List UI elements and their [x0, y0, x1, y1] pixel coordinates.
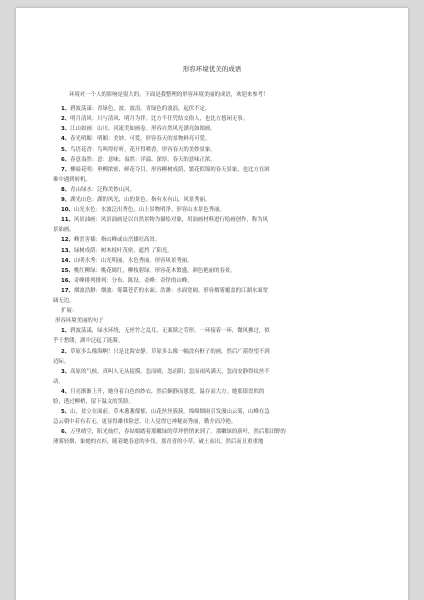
item-number: 12、 [61, 237, 74, 244]
item-text: 碧波荡漾，绿水环绕，无丝竹之乱耳，无案牍之劳形。一环接着一环，微风拂过，似 [70, 328, 270, 335]
idiom-item [61, 287, 268, 295]
idiom-item [61, 156, 216, 164]
item-text: 湖光山色：湖的风光，山的景色。指有水有山，风景秀丽。 [70, 197, 211, 203]
item-number: 13、 [61, 247, 74, 254]
item-number: 8、 [61, 186, 71, 193]
item-number: 4、 [61, 388, 71, 395]
section-title [55, 317, 104, 325]
item-text: 难中遇到转机。 [53, 176, 91, 183]
idiom-item [61, 247, 173, 255]
item-text: 扩展： [61, 308, 78, 315]
sentence-item [61, 428, 286, 436]
item-number: 3、 [61, 368, 71, 375]
item-number: 6、 [61, 429, 71, 436]
sentence-item [61, 327, 270, 335]
item-text: 江山如画：山川、河流美如画卷。形容自然风光漂亮如图画。 [70, 126, 216, 133]
idiom-item [61, 146, 216, 154]
item-text: 柳暗花明：垂柳浓密，鲜花夺目。形容柳树成荫，繁花似锦的春天景象，也比方在困 [70, 166, 270, 173]
idiom-item [61, 236, 160, 244]
item-text: 山，贫立在面前。草木葱葱郁郁，山花丝丝簇簇。绵绵烟雨引发漫山云雾，山峰在急 [70, 409, 270, 416]
item-text: 脸，透过柳梢，留下温文的笑脸。 [53, 399, 134, 405]
idiom-item [61, 135, 210, 143]
item-number: 11、 [61, 217, 74, 224]
idiom-item [61, 277, 193, 285]
item-text: 景油画。 [53, 227, 75, 234]
document-page [16, 8, 408, 600]
sentence-item-continuation [53, 418, 236, 426]
sentence-item [61, 408, 270, 416]
item-text: 月亮渐渐上升，她身着白色的纱衣，然后娴静而恩爱，温存而大方。她那银盘似的 [70, 388, 265, 395]
item-text: 万里晴空，阳光灿烂，春姑娘踏着那嫩绿的草坪悄悄来到了。那嫩绿的新叶，然后那田野的 [70, 429, 286, 436]
item-number: 10、 [61, 207, 74, 214]
item-number: 14、 [61, 257, 74, 264]
item-text: 烟波浩渺：烟波：雾霭苍茫的水面；浩渺：水面宽阔。形容烟雾覆盖的江湖水面宽 [73, 287, 268, 294]
idiom-item [61, 216, 268, 224]
idiom-item [61, 105, 210, 113]
item-number: 17、 [61, 287, 74, 294]
item-number: 2、 [61, 348, 71, 355]
item-number: 6、 [61, 156, 71, 163]
item-number: 7、 [61, 166, 71, 173]
item-text: 急云朝中若有若无，更显得雄伟险恶，让人觉得它神秘而秀丽，勤介而冷艳。 [53, 419, 237, 426]
item-text: 草原多么像海啊！只是比海安静。草原多么像一幅没有框子的画，然后广漠得望不到 [70, 348, 270, 355]
intro-paragraph [69, 91, 268, 99]
item-text: 乎千愁缕，湖中泛起了涟漪。 [53, 338, 124, 345]
sentence-item [61, 388, 264, 396]
item-number: 5、 [61, 146, 71, 153]
item-text: 动。 [53, 378, 64, 385]
sentence-item-continuation [53, 378, 64, 386]
item-text: 绿树成荫：树木枝叶茂密，遮挡 了阳光。 [73, 247, 173, 254]
item-text: 山明水秀：山光明丽，水色秀丽。形容风景秀丽。 [73, 257, 193, 264]
idiom-item [61, 257, 193, 265]
expand-label [61, 307, 77, 315]
item-text: 青山绿水：泛称美妙山河。 [70, 186, 135, 193]
sentence-item [61, 348, 270, 356]
item-number: 3、 [61, 126, 71, 133]
item-text: 阔无边。 [53, 298, 75, 304]
sentence-item-continuation [53, 398, 134, 406]
item-number: 1、 [61, 328, 71, 335]
idiom-item [61, 166, 270, 174]
item-text: 峰峦害插：指山峰或山峦雄壮高耸。 [73, 237, 161, 244]
item-text: 碧波荡漾：青绿色，波，波浪。青绿色的波浪，起伏不定。 [70, 106, 211, 113]
item-number: 5、 [61, 409, 71, 416]
idiom-item [61, 186, 135, 194]
item-number: 1、 [61, 106, 71, 113]
item-text: 薄雾轻烟，象她的衣衫，随着她春意的步伐，那青青的小草，破土而出，然后而且重重地 [53, 439, 264, 446]
idiom-item [61, 267, 236, 275]
item-text: 环境对一个人的影响是很大的。下面是我整理的形容环境美丽的成语，欢迎来参考！ [69, 92, 269, 98]
item-text: 鸟语花香：鸟叫得好听，花开得喷香。形容春天的美妙景象。 [70, 146, 216, 153]
item-text: 春光明媚：明媚：美妙、可爱。形容春天的景物鲜亮可爱。 [70, 136, 211, 143]
idiom-item [61, 115, 248, 123]
item-text: 春意盎然：意：意味；盎然：洋溢、深厚。春天的意味正浓。 [70, 156, 216, 163]
idiom-item-continuation [53, 297, 75, 305]
idiom-item [61, 196, 210, 204]
item-text: 桃红柳绿：桃花嫣红，柳枝碧绿。形容花木繁盛，颜色艳丽的春景。 [73, 267, 236, 274]
item-text: 边际。 [53, 358, 70, 365]
item-text: 高原的气候，真叫人无从捉摸。忽而晴，忽而阴；忽而雨风满天，忽而安静得纹丝不 [70, 368, 270, 375]
item-text: 奇峰排列排列：分布，陈设。奇峰：奇怪的山峰。 [73, 277, 193, 284]
idiom-item [61, 206, 225, 214]
item-text: 风景油画：风景油画是以自然景物为描绘对象，用油画材料进行绘画创作，称为风 [73, 217, 268, 224]
item-text: 山光水色：水波泛出秀色，山上景物明净。形容山水景色秀丽。 [73, 207, 225, 214]
item-text: 明月清风：只与清风、明月为伴。比方不任凭结交俗人，也比方悠闲无事。 [70, 116, 249, 123]
sentence-item-continuation [53, 337, 123, 345]
item-text: 形容环境美丽的句子 [55, 318, 104, 325]
item-number: 15、 [61, 267, 74, 274]
item-number: 16、 [61, 277, 74, 284]
document-title: 形容环境优美的成语 [182, 65, 242, 73]
idiom-item [61, 125, 216, 133]
idiom-item-continuation [53, 176, 91, 184]
item-number: 9、 [61, 197, 71, 203]
item-number: 2、 [61, 116, 71, 123]
sentence-item [61, 368, 270, 376]
idiom-item-continuation [53, 226, 75, 234]
sentence-item-continuation [53, 358, 69, 366]
item-number: 4、 [61, 136, 71, 143]
sentence-item-continuation [53, 438, 263, 446]
